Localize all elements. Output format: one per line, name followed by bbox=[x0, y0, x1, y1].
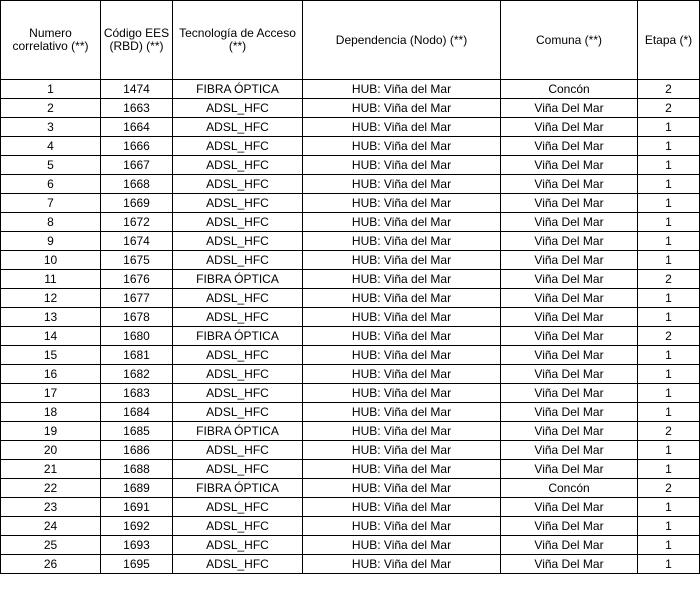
cell-etapa: 2 bbox=[638, 99, 700, 118]
cell-numero: 12 bbox=[1, 289, 101, 308]
cell-codigo: 1666 bbox=[101, 137, 173, 156]
cell-numero: 9 bbox=[1, 232, 101, 251]
cell-codigo: 1692 bbox=[101, 517, 173, 536]
cell-tecnologia: ADSL_HFC bbox=[173, 441, 303, 460]
cell-dependencia: HUB: Viña del Mar bbox=[303, 498, 501, 517]
cell-comuna: Viña Del Mar bbox=[501, 289, 638, 308]
cell-dependencia: HUB: Viña del Mar bbox=[303, 536, 501, 555]
cell-numero: 22 bbox=[1, 479, 101, 498]
cell-etapa: 1 bbox=[638, 365, 700, 384]
cell-comuna: Viña Del Mar bbox=[501, 308, 638, 327]
cell-codigo: 1685 bbox=[101, 422, 173, 441]
table-row bbox=[1, 555, 700, 574]
cell-comuna: Concón bbox=[501, 479, 638, 498]
cell-etapa: 2 bbox=[638, 80, 700, 99]
cell-tecnologia: ADSL_HFC bbox=[173, 194, 303, 213]
cell-dependencia: HUB: Viña del Mar bbox=[303, 422, 501, 441]
cell-numero: 2 bbox=[1, 99, 101, 118]
cell-tecnologia: ADSL_HFC bbox=[173, 118, 303, 137]
cell-dependencia: HUB: Viña del Mar bbox=[303, 99, 501, 118]
cell-etapa: 1 bbox=[638, 213, 700, 232]
cell-etapa: 1 bbox=[638, 441, 700, 460]
cell-tecnologia: ADSL_HFC bbox=[173, 156, 303, 175]
cell-comuna: Viña Del Mar bbox=[501, 441, 638, 460]
table-row bbox=[1, 270, 700, 289]
cell-numero: 8 bbox=[1, 213, 101, 232]
cell-dependencia: HUB: Viña del Mar bbox=[303, 137, 501, 156]
cell-tecnologia: ADSL_HFC bbox=[173, 137, 303, 156]
cell-comuna: Viña Del Mar bbox=[501, 327, 638, 346]
cell-comuna: Viña Del Mar bbox=[501, 232, 638, 251]
cell-etapa: 1 bbox=[638, 460, 700, 479]
cell-codigo: 1691 bbox=[101, 498, 173, 517]
cell-dependencia: HUB: Viña del Mar bbox=[303, 213, 501, 232]
cell-dependencia: HUB: Viña del Mar bbox=[303, 403, 501, 422]
cell-codigo: 1678 bbox=[101, 308, 173, 327]
table-row bbox=[1, 460, 700, 479]
table-row bbox=[1, 498, 700, 517]
cell-tecnologia: ADSL_HFC bbox=[173, 460, 303, 479]
cell-comuna: Viña Del Mar bbox=[501, 422, 638, 441]
table-row bbox=[1, 422, 700, 441]
cell-etapa: 1 bbox=[638, 232, 700, 251]
cell-numero: 18 bbox=[1, 403, 101, 422]
cell-etapa: 1 bbox=[638, 137, 700, 156]
cell-etapa: 1 bbox=[638, 118, 700, 137]
cell-numero: 19 bbox=[1, 422, 101, 441]
cell-dependencia: HUB: Viña del Mar bbox=[303, 194, 501, 213]
cell-numero: 3 bbox=[1, 118, 101, 137]
cell-dependencia: HUB: Viña del Mar bbox=[303, 118, 501, 137]
cell-numero: 5 bbox=[1, 156, 101, 175]
cell-comuna: Viña Del Mar bbox=[501, 403, 638, 422]
cell-dependencia: HUB: Viña del Mar bbox=[303, 555, 501, 574]
table-row bbox=[1, 308, 700, 327]
cell-etapa: 1 bbox=[638, 156, 700, 175]
table-row bbox=[1, 175, 700, 194]
table-row bbox=[1, 384, 700, 403]
cell-comuna: Viña Del Mar bbox=[501, 213, 638, 232]
cell-etapa: 2 bbox=[638, 327, 700, 346]
cell-comuna: Viña Del Mar bbox=[501, 194, 638, 213]
cell-tecnologia: ADSL_HFC bbox=[173, 555, 303, 574]
cell-dependencia: HUB: Viña del Mar bbox=[303, 517, 501, 536]
cell-dependencia: HUB: Viña del Mar bbox=[303, 365, 501, 384]
cell-numero: 1 bbox=[1, 80, 101, 99]
table-row bbox=[1, 517, 700, 536]
table-row bbox=[1, 536, 700, 555]
table-row bbox=[1, 80, 700, 99]
cell-dependencia: HUB: Viña del Mar bbox=[303, 251, 501, 270]
cell-etapa: 1 bbox=[638, 346, 700, 365]
table-row bbox=[1, 346, 700, 365]
table-row bbox=[1, 251, 700, 270]
cell-dependencia: HUB: Viña del Mar bbox=[303, 460, 501, 479]
cell-comuna: Viña Del Mar bbox=[501, 137, 638, 156]
cell-codigo: 1682 bbox=[101, 365, 173, 384]
cell-etapa: 1 bbox=[638, 384, 700, 403]
header-dependencia-nodo: Dependencia (Nodo) (**) bbox=[303, 1, 501, 80]
cell-numero: 10 bbox=[1, 251, 101, 270]
cell-comuna: Viña Del Mar bbox=[501, 555, 638, 574]
cell-numero: 16 bbox=[1, 365, 101, 384]
cell-tecnologia: FIBRA ÓPTICA bbox=[173, 479, 303, 498]
cell-codigo: 1674 bbox=[101, 232, 173, 251]
cell-numero: 17 bbox=[1, 384, 101, 403]
cell-tecnologia: ADSL_HFC bbox=[173, 175, 303, 194]
cell-numero: 7 bbox=[1, 194, 101, 213]
cell-tecnologia: ADSL_HFC bbox=[173, 289, 303, 308]
cell-codigo: 1693 bbox=[101, 536, 173, 555]
cell-comuna: Viña Del Mar bbox=[501, 384, 638, 403]
cell-numero: 26 bbox=[1, 555, 101, 574]
cell-codigo: 1683 bbox=[101, 384, 173, 403]
table-row bbox=[1, 365, 700, 384]
cell-codigo: 1663 bbox=[101, 99, 173, 118]
cell-etapa: 1 bbox=[638, 403, 700, 422]
cell-codigo: 1667 bbox=[101, 156, 173, 175]
cell-comuna: Concón bbox=[501, 80, 638, 99]
table-row bbox=[1, 289, 700, 308]
cell-comuna: Viña Del Mar bbox=[501, 517, 638, 536]
cell-etapa: 2 bbox=[638, 479, 700, 498]
table-row bbox=[1, 118, 700, 137]
cell-etapa: 1 bbox=[638, 289, 700, 308]
cell-numero: 14 bbox=[1, 327, 101, 346]
cell-comuna: Viña Del Mar bbox=[501, 156, 638, 175]
cell-tecnologia: ADSL_HFC bbox=[173, 308, 303, 327]
cell-tecnologia: FIBRA ÓPTICA bbox=[173, 270, 303, 289]
cell-comuna: Viña Del Mar bbox=[501, 498, 638, 517]
cell-dependencia: HUB: Viña del Mar bbox=[303, 384, 501, 403]
cell-numero: 13 bbox=[1, 308, 101, 327]
table-row bbox=[1, 232, 700, 251]
cell-tecnologia: ADSL_HFC bbox=[173, 232, 303, 251]
cell-codigo: 1686 bbox=[101, 441, 173, 460]
cell-numero: 24 bbox=[1, 517, 101, 536]
cell-tecnologia: ADSL_HFC bbox=[173, 403, 303, 422]
cell-numero: 25 bbox=[1, 536, 101, 555]
cell-comuna: Viña Del Mar bbox=[501, 270, 638, 289]
header-row bbox=[1, 1, 700, 80]
header-etapa: Etapa (*) bbox=[638, 1, 700, 80]
cell-tecnologia: FIBRA ÓPTICA bbox=[173, 327, 303, 346]
table-header bbox=[1, 1, 700, 80]
cell-numero: 11 bbox=[1, 270, 101, 289]
cell-etapa: 2 bbox=[638, 422, 700, 441]
cell-dependencia: HUB: Viña del Mar bbox=[303, 441, 501, 460]
cell-codigo: 1672 bbox=[101, 213, 173, 232]
cell-dependencia: HUB: Viña del Mar bbox=[303, 308, 501, 327]
cell-tecnologia: ADSL_HFC bbox=[173, 346, 303, 365]
cell-comuna: Viña Del Mar bbox=[501, 118, 638, 137]
cell-codigo: 1695 bbox=[101, 555, 173, 574]
cell-tecnologia: ADSL_HFC bbox=[173, 99, 303, 118]
cell-comuna: Viña Del Mar bbox=[501, 175, 638, 194]
table-row bbox=[1, 213, 700, 232]
cell-etapa: 1 bbox=[638, 498, 700, 517]
cell-etapa: 1 bbox=[638, 536, 700, 555]
cell-comuna: Viña Del Mar bbox=[501, 99, 638, 118]
header-codigo-ees: Código EES (RBD) (**) bbox=[101, 1, 173, 80]
cell-tecnologia: ADSL_HFC bbox=[173, 365, 303, 384]
cell-tecnologia: ADSL_HFC bbox=[173, 536, 303, 555]
table-body bbox=[1, 80, 700, 574]
table-row bbox=[1, 137, 700, 156]
cell-comuna: Viña Del Mar bbox=[501, 365, 638, 384]
cell-codigo: 1664 bbox=[101, 118, 173, 137]
cell-numero: 21 bbox=[1, 460, 101, 479]
cell-numero: 23 bbox=[1, 498, 101, 517]
table-row bbox=[1, 194, 700, 213]
cell-dependencia: HUB: Viña del Mar bbox=[303, 156, 501, 175]
table-row bbox=[1, 479, 700, 498]
cell-numero: 4 bbox=[1, 137, 101, 156]
cell-dependencia: HUB: Viña del Mar bbox=[303, 346, 501, 365]
cell-etapa: 1 bbox=[638, 555, 700, 574]
cell-tecnologia: FIBRA ÓPTICA bbox=[173, 80, 303, 99]
cell-dependencia: HUB: Viña del Mar bbox=[303, 289, 501, 308]
cell-codigo: 1677 bbox=[101, 289, 173, 308]
header-comuna: Comuna (**) bbox=[501, 1, 638, 80]
cell-comuna: Viña Del Mar bbox=[501, 346, 638, 365]
table-row bbox=[1, 441, 700, 460]
cell-etapa: 1 bbox=[638, 308, 700, 327]
cell-numero: 6 bbox=[1, 175, 101, 194]
table-row bbox=[1, 403, 700, 422]
cell-etapa: 1 bbox=[638, 251, 700, 270]
cell-tecnologia: FIBRA ÓPTICA bbox=[173, 422, 303, 441]
cell-tecnologia: ADSL_HFC bbox=[173, 213, 303, 232]
cell-codigo: 1474 bbox=[101, 80, 173, 99]
cell-dependencia: HUB: Viña del Mar bbox=[303, 270, 501, 289]
cell-codigo: 1680 bbox=[101, 327, 173, 346]
table-row bbox=[1, 99, 700, 118]
cell-codigo: 1684 bbox=[101, 403, 173, 422]
header-tecnologia-acceso: Tecnología de Acceso (**) bbox=[173, 1, 303, 80]
cell-comuna: Viña Del Mar bbox=[501, 536, 638, 555]
cell-comuna: Viña Del Mar bbox=[501, 251, 638, 270]
cell-tecnologia: ADSL_HFC bbox=[173, 517, 303, 536]
cell-tecnologia: ADSL_HFC bbox=[173, 251, 303, 270]
cell-dependencia: HUB: Viña del Mar bbox=[303, 327, 501, 346]
cell-dependencia: HUB: Viña del Mar bbox=[303, 232, 501, 251]
cell-tecnologia: ADSL_HFC bbox=[173, 498, 303, 517]
cell-dependencia: HUB: Viña del Mar bbox=[303, 175, 501, 194]
cell-tecnologia: ADSL_HFC bbox=[173, 384, 303, 403]
table-row bbox=[1, 327, 700, 346]
cell-codigo: 1675 bbox=[101, 251, 173, 270]
cell-etapa: 1 bbox=[638, 517, 700, 536]
cell-etapa: 1 bbox=[638, 194, 700, 213]
header-numero-correlativo: Numero correlativo (**) bbox=[1, 1, 101, 80]
cell-dependencia: HUB: Viña del Mar bbox=[303, 80, 501, 99]
cell-codigo: 1668 bbox=[101, 175, 173, 194]
cell-numero: 20 bbox=[1, 441, 101, 460]
cell-codigo: 1676 bbox=[101, 270, 173, 289]
table-row bbox=[1, 156, 700, 175]
cell-comuna: Viña Del Mar bbox=[501, 460, 638, 479]
cell-codigo: 1681 bbox=[101, 346, 173, 365]
cell-codigo: 1669 bbox=[101, 194, 173, 213]
cell-codigo: 1688 bbox=[101, 460, 173, 479]
cell-etapa: 1 bbox=[638, 175, 700, 194]
cell-etapa: 2 bbox=[638, 270, 700, 289]
cell-dependencia: HUB: Viña del Mar bbox=[303, 479, 501, 498]
cell-codigo: 1689 bbox=[101, 479, 173, 498]
cell-numero: 15 bbox=[1, 346, 101, 365]
